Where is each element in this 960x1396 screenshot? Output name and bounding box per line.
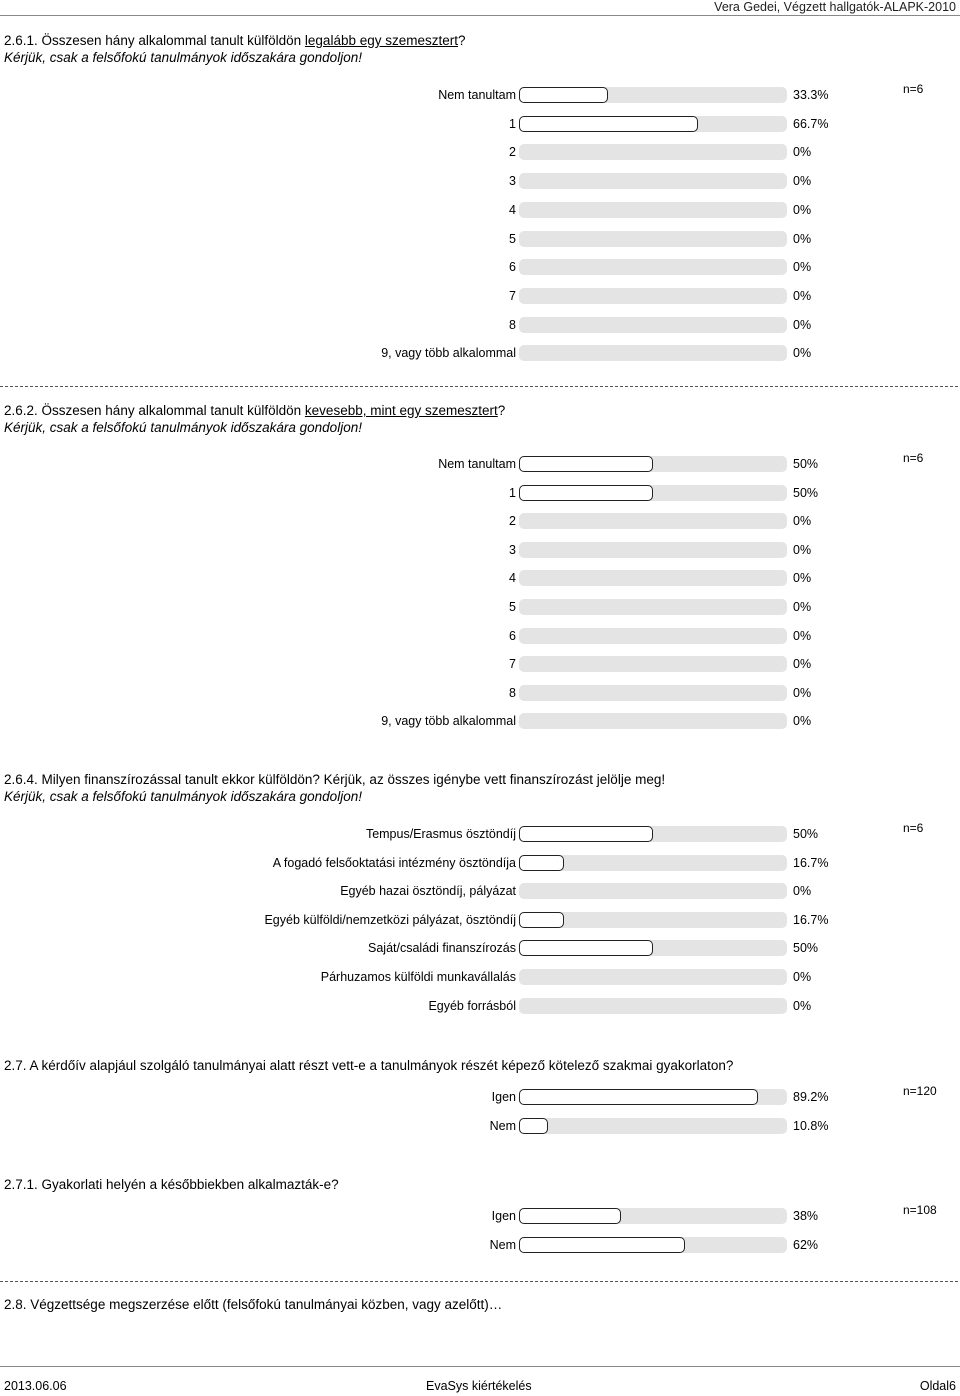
response-row — [0, 542, 960, 560]
response-row — [0, 883, 960, 901]
bar-track — [519, 883, 787, 899]
response-row — [0, 826, 960, 844]
bar-track — [519, 1118, 787, 1134]
bar-track — [519, 570, 787, 586]
response-percentage: 0% — [793, 514, 812, 528]
bar-fill — [519, 826, 653, 842]
response-label: 8 — [509, 318, 516, 332]
question-subtitle: Kérjük, csak a felsőfokú tanulmányok időszakára gondoljon! — [4, 420, 362, 435]
bar-track — [519, 940, 787, 956]
bar-track — [519, 1089, 787, 1105]
response-percentage: 0% — [793, 571, 812, 585]
response-percentage: 10.8% — [793, 1119, 829, 1133]
bar-fill — [519, 1089, 758, 1105]
response-label: Igen — [491, 1090, 516, 1104]
response-label: 3 — [509, 174, 516, 188]
response-label: 1 — [509, 486, 516, 500]
response-percentage: 62% — [793, 1238, 819, 1252]
response-percentage: 16.7% — [793, 856, 829, 870]
response-label: 4 — [509, 203, 516, 217]
response-percentage: 0% — [793, 260, 812, 274]
question-title: 2.7. A kérdőív alapjául szolgáló tanulmányai alatt részt vett-e a tanulmányok részét képező kötelező szakmai gyakorlaton? — [4, 1058, 734, 1073]
sample-size: n=6 — [903, 82, 924, 96]
bar-track — [519, 599, 787, 615]
question-title: 2.6.4. Milyen finanszírozással tanult ekkor külföldön? Kérjük, az összes igénybe vett finanszírozást jelölje meg! — [4, 772, 666, 787]
response-row — [0, 116, 960, 134]
response-percentage: 0% — [793, 543, 812, 557]
header-title: Vera Gedei, Végzett hallgatók-ALAPK-2010 — [714, 0, 956, 14]
response-percentage: 0% — [793, 600, 812, 614]
bar-track — [519, 1208, 787, 1224]
bar-track — [519, 144, 787, 160]
question-title: 2.6.2. Összesen hány alkalommal tanult külföldön kevesebb, mint egy szemesztert? — [4, 403, 506, 418]
response-row — [0, 855, 960, 873]
bar-fill — [519, 1208, 621, 1224]
response-label: Nem tanultam — [438, 88, 516, 102]
bar-track — [519, 345, 787, 361]
response-percentage: 89.2% — [793, 1090, 829, 1104]
bar-track — [519, 542, 787, 558]
response-percentage: 0% — [793, 145, 812, 159]
response-percentage: 0% — [793, 657, 812, 671]
footer-center: EvaSys kiértékelés — [426, 1379, 532, 1393]
bar-track — [519, 912, 787, 928]
response-label: Nem — [489, 1119, 516, 1133]
question-title: 2.8. Végzettsége megszerzése előtt (felsőfokú tanulmányai közben, vagy azelőtt)… — [4, 1297, 503, 1312]
response-percentage: 0% — [793, 289, 812, 303]
bar-track — [519, 998, 787, 1014]
response-percentage: 33.3% — [793, 88, 829, 102]
response-label: 3 — [509, 543, 516, 557]
response-row — [0, 713, 960, 731]
bar-track — [519, 456, 787, 472]
section-divider — [0, 386, 958, 387]
response-label: Tempus/Erasmus ösztöndíj — [365, 827, 516, 841]
bar-fill — [519, 116, 698, 132]
response-row — [0, 513, 960, 531]
response-label: 7 — [509, 289, 516, 303]
response-row — [0, 998, 960, 1016]
bar-track — [519, 231, 787, 247]
response-row — [0, 685, 960, 703]
footer-page: Oldal6 — [919, 1379, 956, 1393]
response-row — [0, 570, 960, 588]
sample-size: n=108 — [903, 1203, 937, 1217]
response-row — [0, 144, 960, 162]
response-label: 5 — [509, 600, 516, 614]
response-percentage: 16.7% — [793, 913, 829, 927]
response-label: Egyéb külföldi/nemzetközi pályázat, ösztöndíj — [264, 913, 516, 927]
page-footer — [0, 1366, 960, 1396]
response-percentage: 0% — [793, 686, 812, 700]
response-row — [0, 656, 960, 674]
bar-track — [519, 317, 787, 333]
bar-track — [519, 288, 787, 304]
response-percentage: 0% — [793, 999, 812, 1013]
bar-track — [519, 513, 787, 529]
bar-track — [519, 685, 787, 701]
response-label: 8 — [509, 686, 516, 700]
bar-fill — [519, 912, 564, 928]
response-row — [0, 288, 960, 306]
response-row — [0, 1208, 960, 1226]
response-percentage: 38% — [793, 1209, 819, 1223]
response-row — [0, 259, 960, 277]
response-percentage: 0% — [793, 714, 812, 728]
response-percentage: 66.7% — [793, 117, 829, 131]
response-label: Igen — [491, 1209, 516, 1223]
bar-track — [519, 202, 787, 218]
response-label: Nem tanultam — [438, 457, 516, 471]
response-percentage: 50% — [793, 457, 819, 471]
sample-size: n=6 — [903, 451, 924, 465]
bar-track — [519, 485, 787, 501]
bar-fill — [519, 456, 653, 472]
response-label: 2 — [509, 145, 516, 159]
response-label: 6 — [509, 260, 516, 274]
bar-track — [519, 259, 787, 275]
response-label: 7 — [509, 657, 516, 671]
response-percentage: 0% — [793, 174, 812, 188]
response-label: Nem — [489, 1238, 516, 1252]
bar-track — [519, 628, 787, 644]
response-label: 9, vagy több alkalommal — [381, 346, 516, 360]
bar-fill — [519, 87, 608, 103]
response-row — [0, 1237, 960, 1255]
bar-track — [519, 855, 787, 871]
bar-track — [519, 969, 787, 985]
response-row — [0, 969, 960, 987]
response-label: 9, vagy több alkalommal — [381, 714, 516, 728]
bar-track — [519, 713, 787, 729]
response-percentage: 0% — [793, 970, 812, 984]
bar-fill — [519, 1237, 685, 1253]
footer-date: 2013.06.06 — [4, 1379, 67, 1393]
response-row — [0, 485, 960, 503]
response-row — [0, 912, 960, 930]
response-row — [0, 1089, 960, 1107]
bar-track — [519, 1237, 787, 1253]
response-row — [0, 87, 960, 105]
bar-fill — [519, 940, 653, 956]
question-title: 2.6.1. Összesen hány alkalommal tanult külföldön legalább egy szemesztert? — [4, 33, 466, 48]
response-row — [0, 345, 960, 363]
question-subtitle: Kérjük, csak a felsőfokú tanulmányok időszakára gondoljon! — [4, 50, 362, 65]
response-row — [0, 202, 960, 220]
response-row — [0, 1118, 960, 1136]
response-row — [0, 628, 960, 646]
response-label: A fogadó felsőoktatási intézmény ösztöndíja — [272, 856, 516, 870]
response-percentage: 0% — [793, 629, 812, 643]
page-header — [0, 0, 960, 16]
sample-size: n=120 — [903, 1084, 937, 1098]
response-label: 6 — [509, 629, 516, 643]
response-label: 5 — [509, 232, 516, 246]
response-percentage: 0% — [793, 346, 812, 360]
bar-fill — [519, 855, 564, 871]
response-percentage: 0% — [793, 203, 812, 217]
response-label: 4 — [509, 571, 516, 585]
response-percentage: 0% — [793, 232, 812, 246]
response-label: Egyéb forrásból — [428, 999, 516, 1013]
response-row — [0, 599, 960, 617]
question-subtitle: Kérjük, csak a felsőfokú tanulmányok időszakára gondoljon! — [4, 789, 362, 804]
response-label: Saját/családi finanszírozás — [368, 941, 516, 955]
response-percentage: 50% — [793, 827, 819, 841]
response-label: Párhuzamos külföldi munkavállalás — [320, 970, 516, 984]
response-percentage: 50% — [793, 486, 819, 500]
response-row — [0, 940, 960, 958]
response-label: 1 — [509, 117, 516, 131]
question-title: 2.7.1. Gyakorlati helyén a későbbiekben alkalmazták-e? — [4, 1177, 339, 1192]
bar-track — [519, 173, 787, 189]
section-divider — [0, 1281, 958, 1282]
response-label: 2 — [509, 514, 516, 528]
response-percentage: 0% — [793, 318, 812, 332]
response-row — [0, 456, 960, 474]
sample-size: n=6 — [903, 821, 924, 835]
bar-track — [519, 87, 787, 103]
bar-track — [519, 826, 787, 842]
response-label: Egyéb hazai ösztöndíj, pályázat — [340, 884, 516, 898]
bar-track — [519, 116, 787, 132]
response-row — [0, 231, 960, 249]
response-percentage: 0% — [793, 884, 812, 898]
bar-fill — [519, 1118, 548, 1134]
response-row — [0, 317, 960, 335]
bar-track — [519, 656, 787, 672]
response-percentage: 50% — [793, 941, 819, 955]
response-row — [0, 173, 960, 191]
bar-fill — [519, 485, 653, 501]
